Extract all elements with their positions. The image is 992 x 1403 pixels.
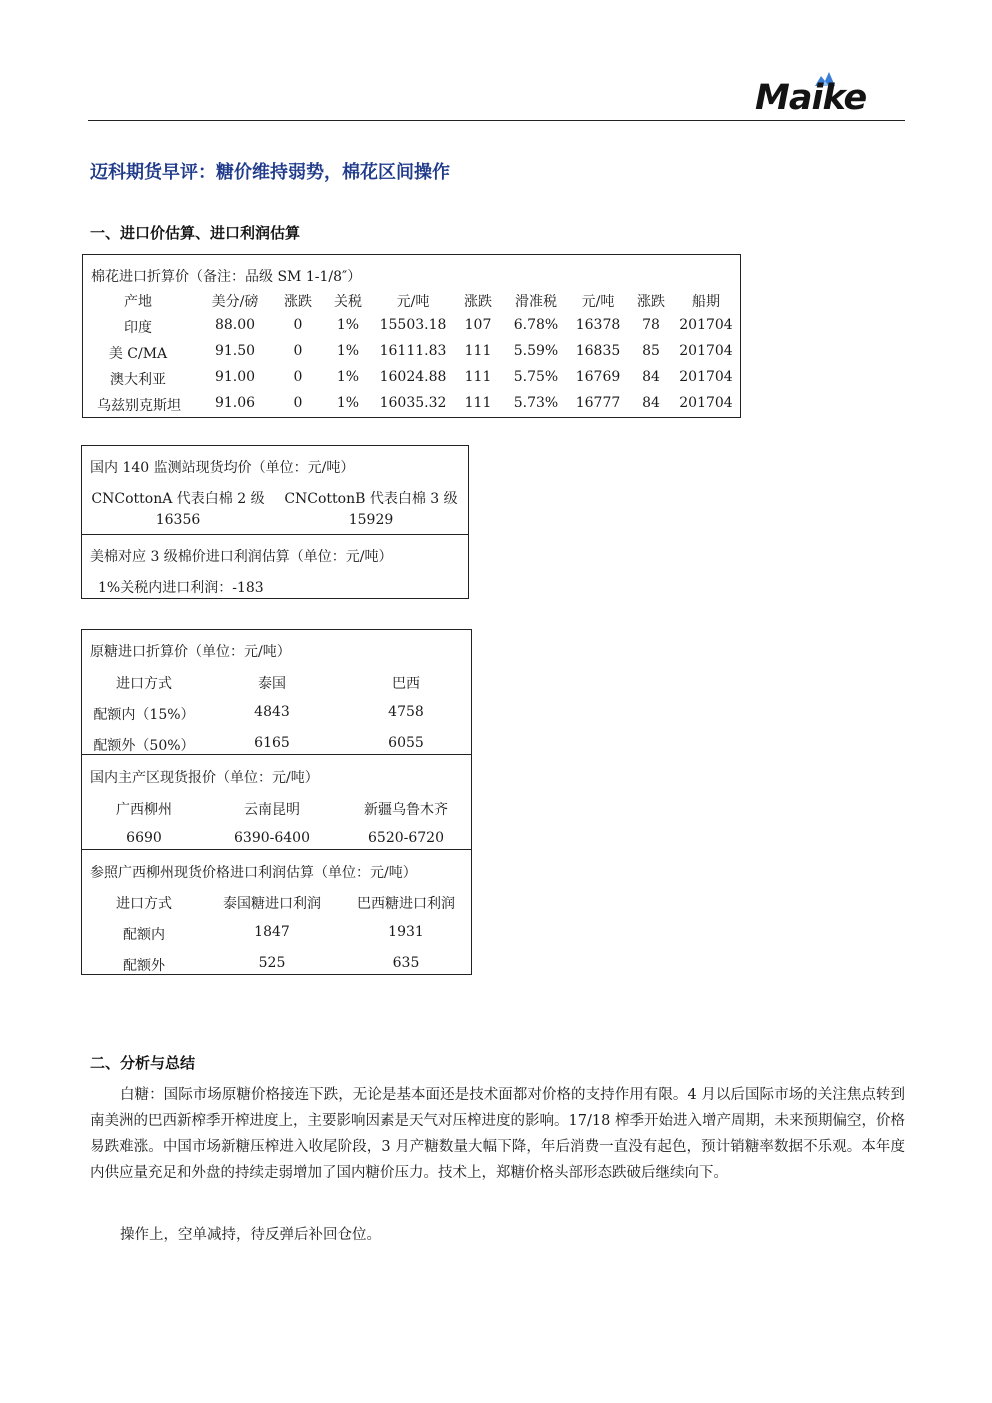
cotton-import-table	[82, 254, 741, 418]
cotton-domestic-table	[81, 445, 469, 599]
table-row	[83, 317, 740, 343]
cell: 525	[258, 955, 286, 971]
cell: 111	[464, 395, 492, 411]
cell: 6.78%	[513, 317, 559, 333]
cell-origin: 印度	[124, 320, 152, 336]
cell: 111	[464, 343, 492, 359]
divider	[82, 849, 471, 850]
cell: 6690	[126, 830, 162, 846]
cell: 6165	[254, 735, 290, 751]
col-header: 广西柳州	[116, 802, 172, 818]
col-header: 美分/磅	[211, 294, 259, 310]
cell: 6520-6720	[368, 830, 444, 846]
table-row	[83, 395, 740, 421]
col-header: 进口方式	[116, 676, 172, 692]
table-row	[83, 369, 740, 395]
cell: 635	[392, 955, 420, 971]
cell: 配额内	[123, 927, 165, 943]
col-header: 涨跌	[637, 294, 665, 310]
divider	[82, 534, 468, 535]
cell: 1%	[336, 317, 360, 333]
col-header: 云南昆明	[244, 802, 300, 818]
cell: 6390-6400	[234, 830, 310, 846]
cell: 1%	[336, 343, 360, 359]
cell: 5.73%	[513, 395, 559, 411]
cell-origin: 乌兹别克斯坦	[97, 398, 181, 414]
cell: 0	[293, 395, 303, 411]
cotton-domestic-caption: 国内 140 监测站现货均价（单位：元/吨）	[90, 460, 355, 476]
col-header: 产地	[124, 294, 152, 310]
cotton-import-caption: 棉花进口折算价（备注：品级 SM 1-1/8″）	[91, 269, 362, 285]
cell: 配额内（15%）	[93, 707, 195, 723]
cell: 16835	[575, 343, 621, 359]
col-header: 泰国	[258, 676, 286, 692]
cell: 配额外（50%）	[93, 738, 195, 754]
col-header: 涨跌	[284, 294, 312, 310]
cell: 201704	[679, 395, 733, 411]
cell: 16111.83	[379, 343, 447, 359]
cell: 5.59%	[513, 343, 559, 359]
col-header: 元/吨	[581, 294, 615, 310]
col-header: 关税	[334, 294, 362, 310]
operation-paragraph: 操作上，空单减持，待反弹后补回仓位。	[120, 1227, 381, 1243]
col-header: 涨跌	[464, 294, 492, 310]
cell: 16024.88	[379, 369, 447, 385]
maike-logo	[755, 72, 890, 120]
cell: 16777	[575, 395, 621, 411]
col-header: 巴西	[392, 676, 420, 692]
cell: 配额外	[123, 958, 165, 974]
cell: 1%	[336, 369, 360, 385]
header-rule	[88, 120, 905, 121]
col-header: 泰国糖进口利润	[223, 896, 321, 912]
cell: 16035.32	[379, 395, 447, 411]
col-header: 进口方式	[116, 896, 172, 912]
cell: 91.50	[214, 343, 256, 359]
col-header: 巴西糖进口利润	[357, 896, 455, 912]
cell-origin: 澳大利亚	[110, 372, 166, 388]
logo-text: Maike	[755, 78, 867, 118]
cncotton-a-label: CNCottonA 代表白棉 2 级	[91, 491, 265, 507]
cell: 0	[293, 317, 303, 333]
analysis-paragraph: 白糖：国际市场原糖价格接连下跌，无论是基本面还是技术面都对价格的支持作用有限。4 月以后国际市场的关注焦点转到南美洲的巴西新榨季开榨进度上，主要影响因素是天气对压榨进度的影响。17/18 榨季开始进入增产周期，未来预期偏空，价格易跌难涨。中国市场新糖压榨进入收尾阶段，3 月产糖数量大幅下降，年后消费一直没有起色，预计销糖率数据不乐观。本年度内供应量充足和外盘的持续走弱增加了国内糖价压力。技术上，郑糖价格头部形态跌破后继续向下。	[90, 1087, 905, 1181]
table-row	[83, 343, 740, 369]
cell-origin: 美 C/MA	[108, 346, 168, 362]
sugar-import-caption: 原糖进口折算价（单位：元/吨）	[90, 644, 291, 660]
cell: 107	[464, 317, 492, 333]
cell: 4758	[388, 704, 424, 720]
cell: 1%	[336, 395, 360, 411]
cell: 78	[642, 317, 660, 333]
profit-line: 1%关税内进口利润：-183	[98, 580, 264, 596]
col-header: 船期	[692, 294, 720, 310]
cell: 201704	[679, 369, 733, 385]
cncotton-b-label: CNCottonB 代表白棉 3 级	[284, 491, 458, 507]
cell: 85	[642, 343, 660, 359]
cell: 15503.18	[379, 317, 447, 333]
cell: 91.06	[214, 395, 256, 411]
col-header: 滑准税	[515, 294, 557, 310]
cell: 111	[464, 369, 492, 385]
cell: 4843	[254, 704, 290, 720]
section2-heading: 二、分析与总结	[90, 1054, 196, 1072]
cotton-import-header-row	[83, 291, 740, 317]
cell: 0	[293, 369, 303, 385]
sugar-spot-caption: 国内主产区现货报价（单位：元/吨）	[90, 770, 319, 786]
profit-caption: 美棉对应 3 级棉价进口利润估算（单位：元/吨）	[90, 549, 393, 565]
cell: 6055	[388, 735, 424, 751]
cell: 91.00	[214, 369, 256, 385]
cell: 1931	[388, 924, 424, 940]
cncotton-a-value: 16356	[155, 512, 201, 528]
cell: 5.75%	[513, 369, 559, 385]
cell: 84	[642, 369, 660, 385]
sugar-table	[81, 629, 472, 975]
cell: 201704	[679, 317, 733, 333]
sugar-profit-caption: 参照广西柳州现货价格进口利润估算（单位：元/吨）	[90, 865, 417, 881]
cell: 0	[293, 343, 303, 359]
page-title: 迈科期货早评：糖价维持弱势，棉花区间操作	[90, 162, 450, 183]
cell: 201704	[679, 343, 733, 359]
cell: 84	[642, 395, 660, 411]
cell: 16769	[575, 369, 621, 385]
cncotton-b-value: 15929	[348, 512, 394, 528]
divider	[82, 754, 471, 755]
cell: 1847	[254, 924, 290, 940]
col-header: 元/吨	[396, 294, 430, 310]
section1-heading: 一、进口价估算、进口利润估算	[90, 224, 301, 242]
cell: 88.00	[214, 317, 256, 333]
col-header: 新疆乌鲁木齐	[364, 802, 448, 818]
cell: 16378	[575, 317, 621, 333]
